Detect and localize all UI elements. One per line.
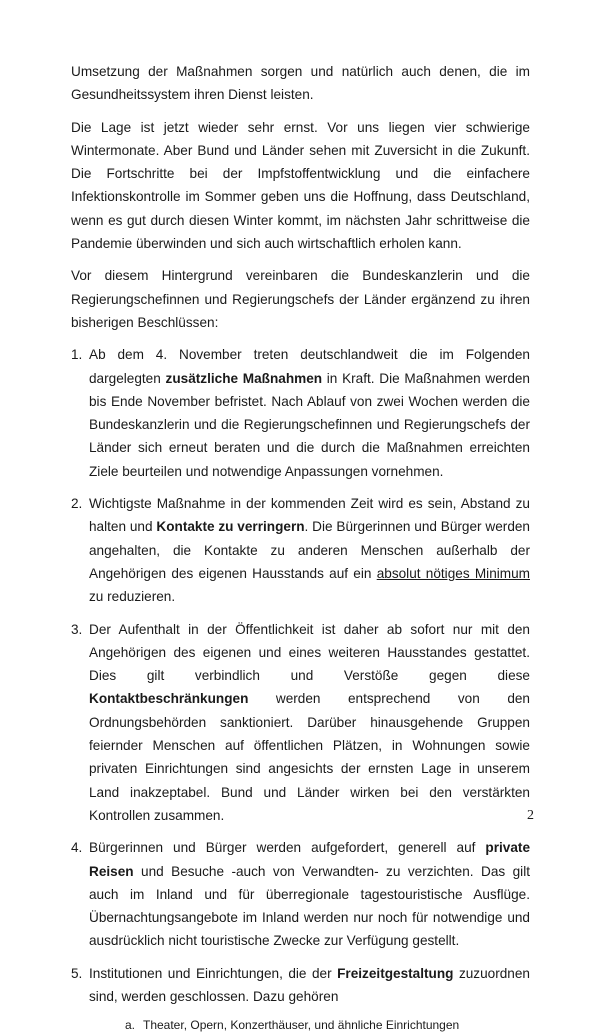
list-item [71, 962, 530, 1009]
item-number: 1. [71, 347, 83, 363]
item-text: Ab dem 4. November treten deutschlandweit die im Folgenden dargelegten [89, 347, 530, 386]
item-text: Wichtigste Maßnahme in der kommenden Zeit wird es sein, Abstand zu halten und [89, 496, 530, 535]
item-text: und Besuche -auch von Verwandten- zu verzichten. Das gilt auch im Inland und für überregionale tagestouristische Ausflüge. Übernachtungsangebote im Inland werden nur noch für notwendige und ausdrücklich nicht touristische Zwecke zur Verfügung gestellt. [89, 863, 530, 949]
paragraph-agreement: Vor diesem Hintergrund vereinbaren die Bundeskanzlerin und die Regierungschefinnen und Regierungschefs der Länder ergänzend zu ihren bisherigen Beschlüssen: [71, 268, 530, 330]
item-text: Der Aufenthalt in der Öffentlichkeit ist daher ab sofort nur mit den Angehörigen des eigenen und eines weiteren Hausstandes gestattet. Dies gilt verbindlich und Verstöße gegen diese [89, 621, 530, 684]
item-bold-text: Kontakte zu verringern [156, 519, 305, 535]
list-item [71, 492, 530, 608]
item-text: Bürgerinnen und Bürger werden aufgefordert, generell auf [89, 840, 486, 856]
item-text: zuzuordnen sind, werden geschlossen. Dazu gehören [89, 965, 530, 1004]
item-number: 5. [71, 965, 83, 981]
list-item [71, 343, 530, 483]
item-bold-text: zusätzliche Maßnahmen [165, 370, 323, 386]
sub-item-letter: a. [125, 1018, 136, 1033]
page-number: 2 [527, 808, 534, 823]
sub-list-item [71, 1015, 530, 1035]
item-text: werden entsprechend von den Ordnungsbehörden sanktioniert. Darüber hinausgehende Gruppen feiernder Menschen auf öffentlichen Plätzen, in Wohnungen sowie privaten Einrichtungen sind angesichts der ernsten Lage in unserem Land inakzeptabel. Bund und Länder wirken bei den verstärkten Kontrollen zusammen. [89, 691, 530, 823]
sub-item-text: Theater, Opern, Konzerthäuser, und ähnliche Einrichtungen [143, 1018, 460, 1033]
item-bold-text: Freizeitgestaltung [337, 965, 454, 981]
list-item [71, 836, 530, 952]
item-text: in Kraft. Die Maßnahmen werden bis Ende November befristet. Nach Ablauf von zwei Wochen werden die Bundeskanzlerin und die Regierungschefinnen und Regierungschefs der Länder sich erneut beraten und die durch die Maßnahmen erreichten Ziele beurteilen und notwendige Anpassungen vornehmen. [89, 370, 530, 479]
document-page [71, 60, 530, 1035]
item-bold-text: Kontaktbeschränkungen [89, 691, 249, 707]
item-underlined-text: absolut nötiges Minimum [376, 565, 530, 581]
item-number: 4. [71, 840, 83, 856]
measures-list [71, 343, 530, 1035]
item-bold-text: private Reisen [89, 840, 530, 879]
item-text: Institutionen und Einrichtungen, die der [89, 965, 338, 981]
item-number: 3. [71, 621, 83, 637]
item-number: 2. [71, 496, 83, 512]
item-text: zu reduzieren. [89, 589, 176, 605]
item-text: . Die Bürgerinnen und Bürger werden angehalten, die Kontakte zu anderen Menschen außerhalb der Angehörigen des eigenen Hausstands auf ein [89, 519, 530, 581]
paragraph-intro: Umsetzung der Maßnahmen sorgen und natürlich auch denen, die im Gesundheitssystem ihren Dienst leisten. [71, 64, 530, 103]
list-item [71, 618, 530, 828]
paragraph-situation: Die Lage ist jetzt wieder sehr ernst. Vor uns liegen vier schwierige Wintermonate. Aber Bund und Länder sehen mit Zuversicht in die Zukunft. Die Fortschritte bei der Impfstoffentwicklung und die einfachere Infektionskontrolle im Sommer geben uns die Hoffnung, dass Deutschland, wenn es gut durch diesen Winter kommt, im nächsten Jahr schrittweise die Pandemie überwinden und sich auch wirtschaftlich erholen kann. [71, 119, 530, 252]
